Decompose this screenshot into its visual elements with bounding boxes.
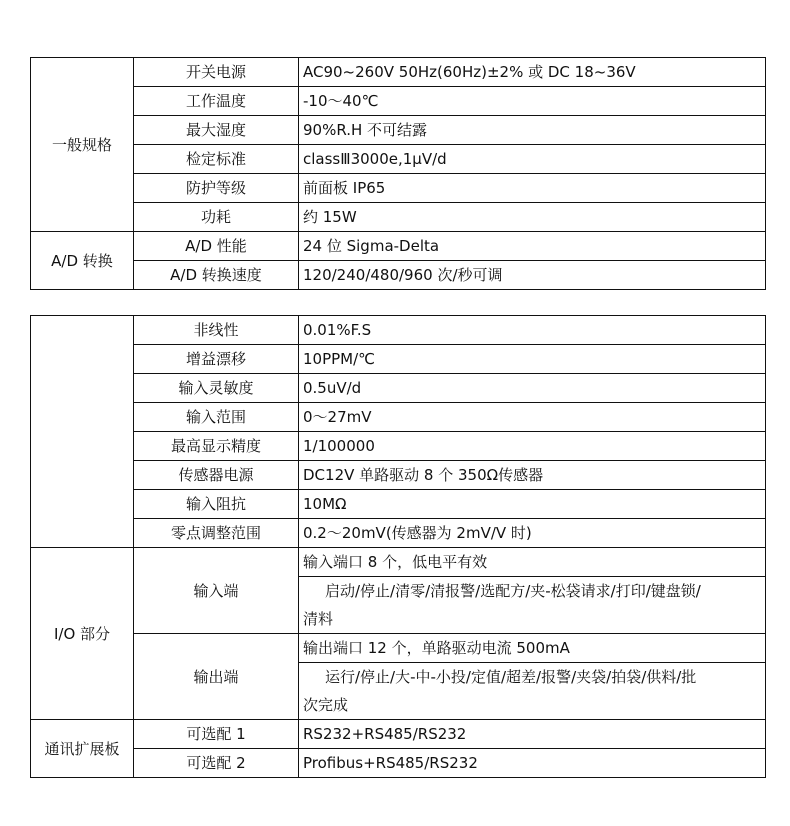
param-cell: 输入范围 bbox=[134, 403, 299, 432]
param-cell: 可选配 2 bbox=[134, 749, 299, 778]
param-cell: 防护等级 bbox=[134, 174, 299, 203]
value-cell: 前面板 IP65 bbox=[299, 174, 766, 203]
param-cell: A/D 性能 bbox=[134, 232, 299, 261]
param-cell: 最大湿度 bbox=[134, 116, 299, 145]
param-cell: 非线性 bbox=[134, 316, 299, 345]
table-row bbox=[31, 345, 766, 374]
param-cell: 增益漂移 bbox=[134, 345, 299, 374]
category-cell: 一般规格 bbox=[31, 58, 134, 232]
table-row bbox=[31, 58, 766, 87]
value-cell: classⅢ3000e,1μV/d bbox=[299, 145, 766, 174]
function-list-line: 清料 bbox=[303, 610, 334, 628]
table-row bbox=[31, 403, 766, 432]
table-row bbox=[31, 87, 766, 116]
value-cell-multiline bbox=[299, 663, 766, 720]
value-cell: Profibus+RS485/RS232 bbox=[299, 749, 766, 778]
table-row bbox=[31, 261, 766, 290]
param-cell: 可选配 1 bbox=[134, 720, 299, 749]
table-row bbox=[31, 374, 766, 403]
value-cell: 24 位 Sigma-Delta bbox=[299, 232, 766, 261]
table-row bbox=[31, 432, 766, 461]
function-list-line: 启动/停止/清零/清报警/选配方/夹-松袋请求/打印/键盘锁/ bbox=[325, 582, 701, 600]
table-row bbox=[31, 749, 766, 778]
value-cell: RS232+RS485/RS232 bbox=[299, 720, 766, 749]
table-row bbox=[31, 548, 766, 577]
category-cell bbox=[31, 316, 134, 548]
param-cell: 检定标准 bbox=[134, 145, 299, 174]
spec-table-general bbox=[30, 57, 766, 290]
value-cell-multiline bbox=[299, 577, 766, 634]
param-cell: 输入阻抗 bbox=[134, 490, 299, 519]
table-row bbox=[31, 232, 766, 261]
table-row bbox=[31, 116, 766, 145]
function-list-line: 运行/停止/大-中-小投/定值/超差/报警/夹袋/拍袋/供料/批 bbox=[325, 668, 697, 686]
value-cell: 120/240/480/960 次/秒可调 bbox=[299, 261, 766, 290]
table-row bbox=[31, 720, 766, 749]
value-cell: 输入端口 8 个，低电平有效 bbox=[299, 548, 766, 577]
value-cell: DC12V 单路驱动 8 个 350Ω传感器 bbox=[299, 461, 766, 490]
param-cell: 输入灵敏度 bbox=[134, 374, 299, 403]
param-cell: 最高显示精度 bbox=[134, 432, 299, 461]
param-cell: 零点调整范围 bbox=[134, 519, 299, 548]
value-cell: -10～40℃ bbox=[299, 87, 766, 116]
table-row bbox=[31, 203, 766, 232]
table-row bbox=[31, 634, 766, 663]
table-row bbox=[31, 174, 766, 203]
table-row bbox=[31, 316, 766, 345]
param-cell: 工作温度 bbox=[134, 87, 299, 116]
function-list-line: 次完成 bbox=[303, 696, 349, 714]
value-cell: 90%R.H 不可结露 bbox=[299, 116, 766, 145]
value-cell: 0～27mV bbox=[299, 403, 766, 432]
value-cell: 0.01%F.S bbox=[299, 316, 766, 345]
value-cell: AC90~260V 50Hz(60Hz)±2% 或 DC 18~36V bbox=[299, 58, 766, 87]
table-row bbox=[31, 145, 766, 174]
value-cell: 1/100000 bbox=[299, 432, 766, 461]
value-cell: 0.2～20mV(传感器为 2mV/V 时) bbox=[299, 519, 766, 548]
table-row bbox=[31, 519, 766, 548]
category-cell: A/D 转换 bbox=[31, 232, 134, 290]
category-cell: 通讯扩展板 bbox=[31, 720, 134, 778]
spec-table-detail bbox=[30, 315, 766, 778]
table-row bbox=[31, 490, 766, 519]
param-cell: 输入端 bbox=[134, 548, 299, 634]
category-cell: I/O 部分 bbox=[31, 548, 134, 720]
param-cell: A/D 转换速度 bbox=[134, 261, 299, 290]
value-cell: 约 15W bbox=[299, 203, 766, 232]
table-row bbox=[31, 461, 766, 490]
param-cell: 输出端 bbox=[134, 634, 299, 720]
param-cell: 开关电源 bbox=[134, 58, 299, 87]
param-cell: 传感器电源 bbox=[134, 461, 299, 490]
value-cell: 10PPM/℃ bbox=[299, 345, 766, 374]
value-cell: 输出端口 12 个，单路驱动电流 500mA bbox=[299, 634, 766, 663]
value-cell: 0.5uV/d bbox=[299, 374, 766, 403]
value-cell: 10MΩ bbox=[299, 490, 766, 519]
param-cell: 功耗 bbox=[134, 203, 299, 232]
